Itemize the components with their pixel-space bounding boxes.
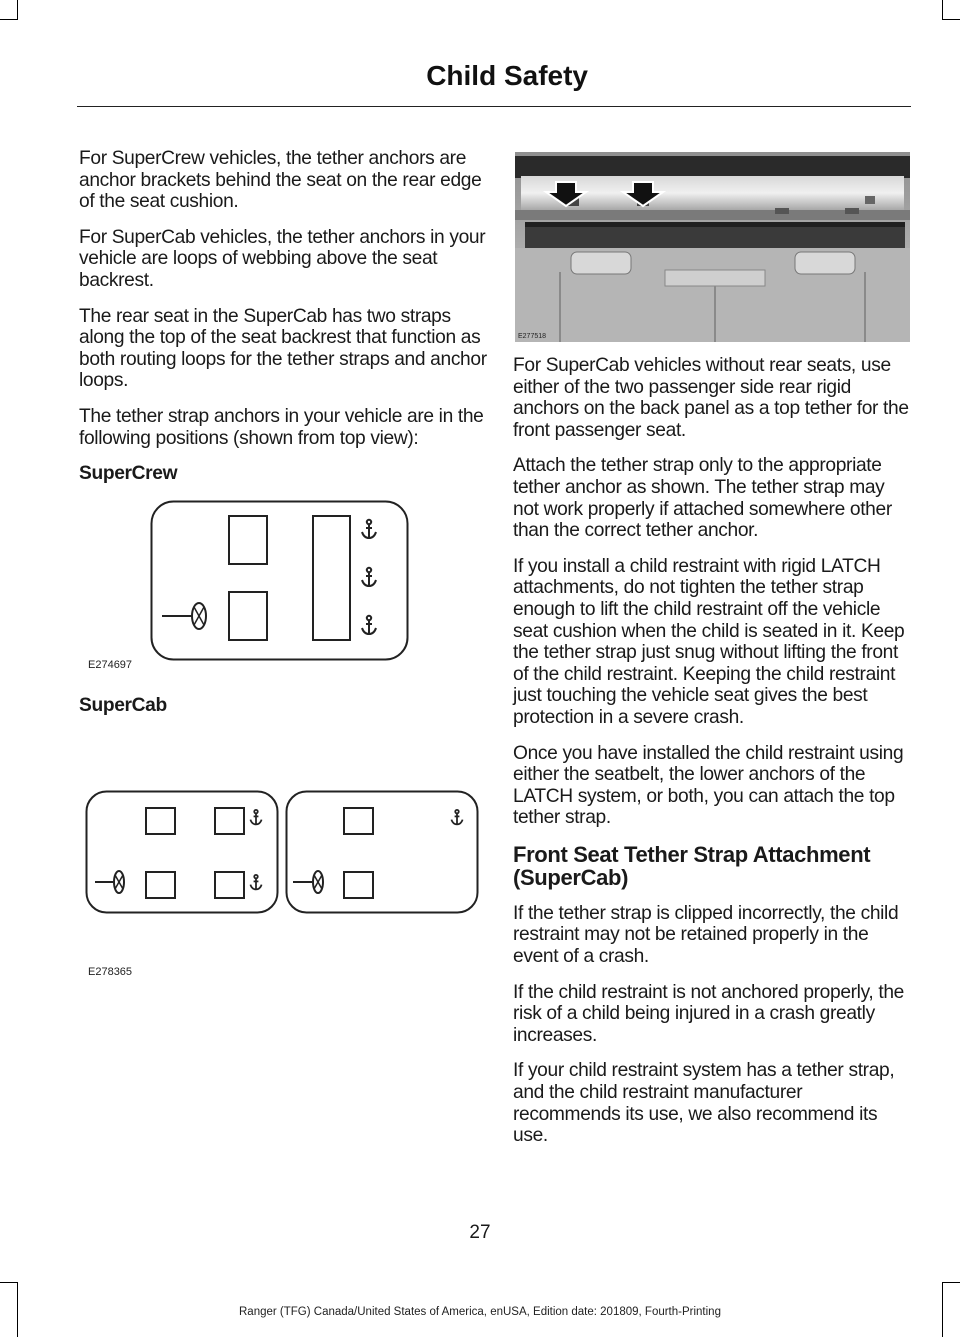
supercab-without-rear-seats [287, 792, 478, 913]
front-seat-left [146, 872, 175, 898]
paragraph: The tether strap anchors in your vehicle are in the following positions (shown from top view): [79, 405, 484, 449]
rear-panel-photo [515, 152, 910, 342]
rear-seat-left [215, 872, 244, 898]
supercab-diagram [85, 790, 480, 916]
crop-mark [942, 0, 943, 20]
front-seat-left [344, 872, 373, 898]
vehicle-outline [87, 792, 278, 913]
paragraph: If you install a child restraint with rigid LATCH attachments, do not tighten the tether strap enough to lift the child restraint off the vehicle seat cushion when the child is seated in it. Keep the tether strap just snug without lifting the front of the child restraint. Keeping the child restraint just touching the vehicle seat gives the best protection in a severe crash. [513, 555, 905, 728]
front-seat-left [229, 592, 267, 640]
figure-code: E274697 [88, 659, 133, 671]
anchor-icon [250, 810, 261, 825]
crop-mark [942, 1282, 960, 1283]
paragraph: For SuperCrew vehicles, the tether anchors are anchor brackets behind the seat on the rear edge of the seat cushion. [79, 148, 482, 213]
rear-seat-right [215, 808, 244, 834]
paragraph: Attach the tether strap only to the appropriate tether anchor as shown. The tether strap may not work properly if attached somewhere other than the correct tether anchor. [513, 455, 892, 542]
vehicle-outline [287, 792, 478, 913]
steering-wheel-icon [313, 871, 323, 893]
left-column [79, 148, 489, 499]
steering-wheel-icon [114, 871, 124, 893]
crop-mark [942, 19, 960, 20]
crop-mark [0, 19, 18, 20]
front-seat-right [344, 808, 373, 834]
page-number: 27 [469, 1222, 491, 1243]
steering-wheel-icon [192, 603, 206, 629]
crop-mark [0, 1282, 18, 1283]
back-panel-top [515, 156, 910, 178]
paragraph: If the tether strap is clipped incorrectly, the child restraint may not be retained properly in the event of a crash. [513, 902, 899, 968]
edition-footer: Ranger (TFG) Canada/United States of America, enUSA, Edition date: 201809, Fourth-Printing [239, 1306, 721, 1318]
front-seat-right [229, 516, 267, 564]
paragraph: If the child restraint is not anchored properly, the risk of a child being injured in a crash greatly increases. [513, 981, 904, 1046]
anchor-icon [362, 568, 376, 586]
supercrew-heading: SuperCrew [79, 463, 178, 485]
paragraph: Once you have installed the child restraint using either the seatbelt, the lower anchors of the LATCH system, or both, you can attach the top tether strap. [513, 742, 904, 829]
page-title: Child Safety [426, 60, 588, 91]
figure-code: E277518 [518, 333, 547, 340]
anchor-icon [451, 810, 462, 825]
supercab-with-rear-seats [87, 792, 278, 913]
anchor-icon [362, 520, 376, 538]
paragraph: For SuperCab vehicles without rear seats, use either of the two passenger side rear rigid anchors on the back panel as a top tether for the front passenger seat. [513, 355, 909, 441]
crop-mark [17, 0, 18, 20]
supercrew-diagram [150, 500, 410, 662]
anchor-icon [362, 616, 376, 634]
header-divider [77, 106, 911, 107]
anchor-icon [250, 875, 261, 890]
rear-bench-seat [313, 516, 350, 640]
front-seat-right [146, 808, 175, 834]
supercab-heading: SuperCab [79, 695, 167, 716]
paragraph: If your child restraint system has a tether strap, and the child restraint manufacturer recommends its use, we also recommend its use. [513, 1060, 895, 1147]
paragraph: The rear seat in the SuperCab has two straps along the top of the seat backrest that function as both routing loops for the tether straps and anchor loops. [79, 305, 487, 392]
right-column [513, 355, 913, 1161]
section-heading: Front Seat Tether Strap Attachment (SuperCab) [513, 841, 871, 890]
figure-code: E278365 [88, 966, 133, 978]
paragraph: For SuperCab vehicles, the tether anchors in your vehicle are loops of webbing above the seat backrest. [79, 226, 486, 291]
